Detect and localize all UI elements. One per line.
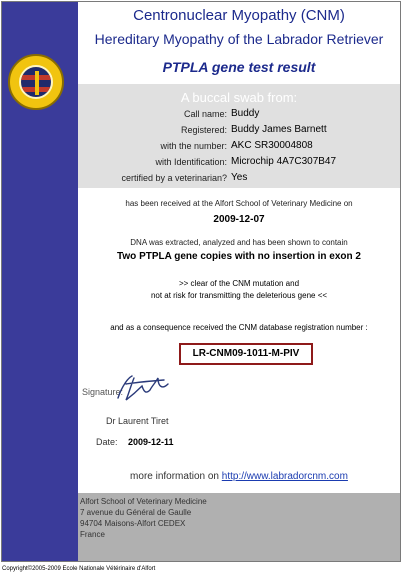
swab-row-label: Registered: xyxy=(180,125,227,135)
dna-text: DNA was extracted, analyzed and has been shown to contain xyxy=(130,238,348,247)
signer-name: Dr Laurent Tiret xyxy=(106,416,169,426)
swab-row-value: Yes xyxy=(231,172,248,183)
signature-date: 2009-12-11 xyxy=(128,437,174,447)
address-line: 94704 Maisons-Alfort CEDEX xyxy=(80,519,186,528)
more-info xyxy=(78,471,400,482)
consequence-text: and as a consequence received the CNM database registration number : xyxy=(110,323,368,332)
address-line: France xyxy=(80,530,105,539)
swab-title: A buccal swab from: xyxy=(180,90,298,105)
swab-row-label: with the number: xyxy=(160,141,227,151)
more-info-prefix: more information on xyxy=(130,471,219,482)
signature-label: Signature: xyxy=(82,387,124,397)
page-title: Centronuclear Myopathy (CNM) xyxy=(133,7,345,24)
swab-row-label: with Identification: xyxy=(155,157,227,167)
result-text: Two PTPLA gene copies with no insertion in exon 2 xyxy=(117,251,361,262)
swab-info-box xyxy=(78,84,400,188)
swab-row xyxy=(78,123,400,139)
date-label: Date: xyxy=(96,437,118,447)
page-subtitle: Hereditary Myopathy of the Labrador Retriever xyxy=(94,31,384,47)
handwritten-signature xyxy=(108,372,178,404)
address-line: Alfort School of Veterinary Medicine xyxy=(80,497,207,506)
certificate-frame xyxy=(1,1,401,562)
swab-row-value: Buddy xyxy=(231,108,260,119)
swab-row xyxy=(78,155,400,171)
alfort-school-seal-icon xyxy=(8,54,64,110)
clear-line-1: >> clear of the CNM mutation and xyxy=(178,279,300,288)
swab-row xyxy=(78,139,400,155)
swab-row-value: Microchip 4A7C307B47 xyxy=(231,156,337,167)
swab-row-label: certified by a veterinarian? xyxy=(121,173,227,183)
certificate-body xyxy=(78,188,400,493)
swab-row-value: Buddy James Barnett xyxy=(231,124,327,135)
address-footer xyxy=(78,493,400,561)
copyright-notice: Copyright©2005-2009 Ecole Nationale Vétérinaire d'Alfort xyxy=(2,566,156,572)
received-text: has been received at the Alfort School of Veterinary Medicine on xyxy=(125,199,353,208)
swab-row xyxy=(78,171,400,187)
swab-row-label: Call name: xyxy=(183,109,227,119)
certificate-header xyxy=(78,2,400,81)
left-band xyxy=(2,2,78,561)
received-date: 2009-12-07 xyxy=(213,214,265,225)
address-line: 7 avenue du Général de Gaulle xyxy=(80,508,192,517)
swab-row-value: AKC SR30004808 xyxy=(231,140,313,151)
clear-line-2: not at risk for transmitting the deleterious gene << xyxy=(150,291,328,300)
labradorcnm-link[interactable]: http://www.labradorcnm.com xyxy=(221,471,348,482)
swab-row xyxy=(78,107,400,123)
registration-number: LR-CNM09-1011-M-PIV xyxy=(179,343,313,365)
result-title: PTPLA gene test result xyxy=(162,59,316,75)
